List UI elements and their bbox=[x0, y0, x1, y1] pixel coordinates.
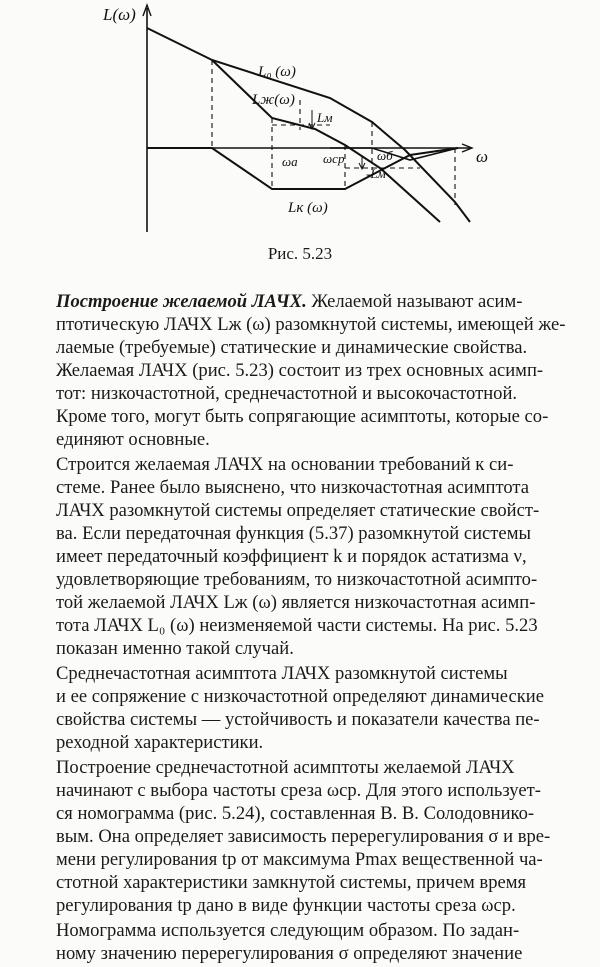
paragraph-1-line-7: единяют основные. bbox=[56, 429, 210, 450]
paragraph-1-line-6: Кроме того, могут быть сопрягающие асимптоты, которые со- bbox=[56, 406, 549, 427]
paragraph-4-line-4: вым. Она определяет зависимость перерегулирования σ и вре- bbox=[56, 826, 551, 847]
label-omega-b: ωб bbox=[377, 148, 393, 163]
paragraph-4-line-7: регулирования tр дано в виде функции частоты среза ωср. bbox=[56, 895, 516, 916]
paragraph-1-line-2: птотическую ЛАЧХ Lж (ω) разомкнутой системы, имеющей же- bbox=[56, 314, 566, 335]
paragraph-4-line-2: начинают с выбора частоты среза ωср. Для этого использует- bbox=[56, 780, 541, 801]
label-omega-cp: ωcp bbox=[323, 151, 345, 166]
paragraph-3-line-4: реходной характеристики. bbox=[56, 732, 264, 753]
paragraph-2-line-1: Строится желаемая ЛАЧХ на основании требований к си- bbox=[56, 454, 514, 475]
paragraph-4-line-5: мени регулирования tр от максимума Pmax вещественной ча- bbox=[56, 849, 543, 870]
paragraph-3-line-1: Среднечастотная асимптота ЛАЧХ разомкнутой системы bbox=[56, 663, 508, 684]
paragraph-1-line-4: Желаемая ЛАЧХ (рис. 5.23) состоит из трех основных асимп- bbox=[56, 360, 544, 381]
label-lm-bottom: -Lм bbox=[366, 166, 386, 181]
paragraph-2-line-5: имеет передаточный коэффициент k и порядок астатизма ν, bbox=[56, 546, 527, 567]
lafc-figure bbox=[0, 0, 600, 250]
paragraph-1-line-1 bbox=[34, 290, 594, 313]
label-lzh: Lж(ω) bbox=[252, 92, 295, 108]
paragraph-5-line-1: Номограмма используется следующим образом. По задан- bbox=[56, 920, 520, 941]
paragraph-3-line-2: и ее сопряжение с низкочастотной определяют динамические bbox=[56, 686, 544, 707]
paragraph-4-line-1: Построение среднечастотной асимптоты желаемой ЛАЧХ bbox=[56, 757, 515, 778]
label-l0: L₀ (ω) bbox=[258, 64, 296, 80]
paragraph-2-line-6: удовлетворяющие требованиям, то низкочастотной асимпто- bbox=[56, 569, 538, 590]
paragraph-3 bbox=[34, 662, 594, 754]
figure-caption: Рис. 5.23 bbox=[267, 244, 333, 263]
paragraph-4-line-6: стотной характеристики замкнутой системы, причем время bbox=[56, 872, 527, 893]
label-lm-top: Lм bbox=[317, 110, 333, 125]
paragraph-2-line-9: показан именно такой случай. bbox=[56, 638, 294, 659]
paragraph-1-lead: Построение желаемой ЛАЧХ. bbox=[56, 291, 307, 312]
paragraph-4-line-3: ся номограмма (рис. 5.24), составленная В. В. Солодовнико- bbox=[56, 803, 535, 824]
paragraph-5 bbox=[34, 919, 594, 965]
paragraph-2-line-4: ва. Если передаточная функция (5.37) разомкнутой системы bbox=[56, 523, 531, 544]
paragraph-1-line-1-rest: Желаемой называют асим- bbox=[306, 291, 523, 312]
label-lk: Lк (ω) bbox=[288, 200, 328, 216]
paragraph-2-line-8: тота ЛАЧХ L₀ (ω) неизменяемой части системы. На рис. 5.23 bbox=[56, 615, 538, 636]
paragraph-4 bbox=[34, 756, 594, 917]
axis-y-label: L(ω) bbox=[103, 5, 136, 24]
paragraph-3-line-3: свойства системы — устойчивость и показатели качества пе- bbox=[56, 709, 540, 730]
label-omega-a: ωa bbox=[282, 154, 298, 169]
paragraph-1 bbox=[34, 290, 594, 451]
paragraph-1-line-3: лаемые (требуемые) статические и динамические свойства. bbox=[56, 337, 528, 358]
paragraph-2-line-7: той желаемой ЛАЧХ Lж (ω) является низкочастотная асимп- bbox=[56, 592, 536, 613]
axis-x-label: ω bbox=[476, 147, 489, 166]
paragraph-2-line-3: ЛАЧХ разомкнутой системы определяет статические свойст- bbox=[56, 500, 540, 521]
construction-lines bbox=[212, 60, 455, 205]
paragraph-2-line-2: стеме. Ранее было выяснено, что низкочастотная асимптота bbox=[56, 477, 530, 498]
body-text bbox=[34, 290, 594, 967]
paragraph-5-line-2: ному значению перерегулирования σ определяют значение bbox=[56, 943, 523, 964]
paragraph-1-line-5: тот: низкочастотной, среднечастотной и высокочастотной. bbox=[56, 383, 518, 404]
lm-top-arrow bbox=[309, 110, 315, 129]
curve-lzh bbox=[212, 60, 440, 222]
paragraph-2 bbox=[34, 453, 594, 660]
